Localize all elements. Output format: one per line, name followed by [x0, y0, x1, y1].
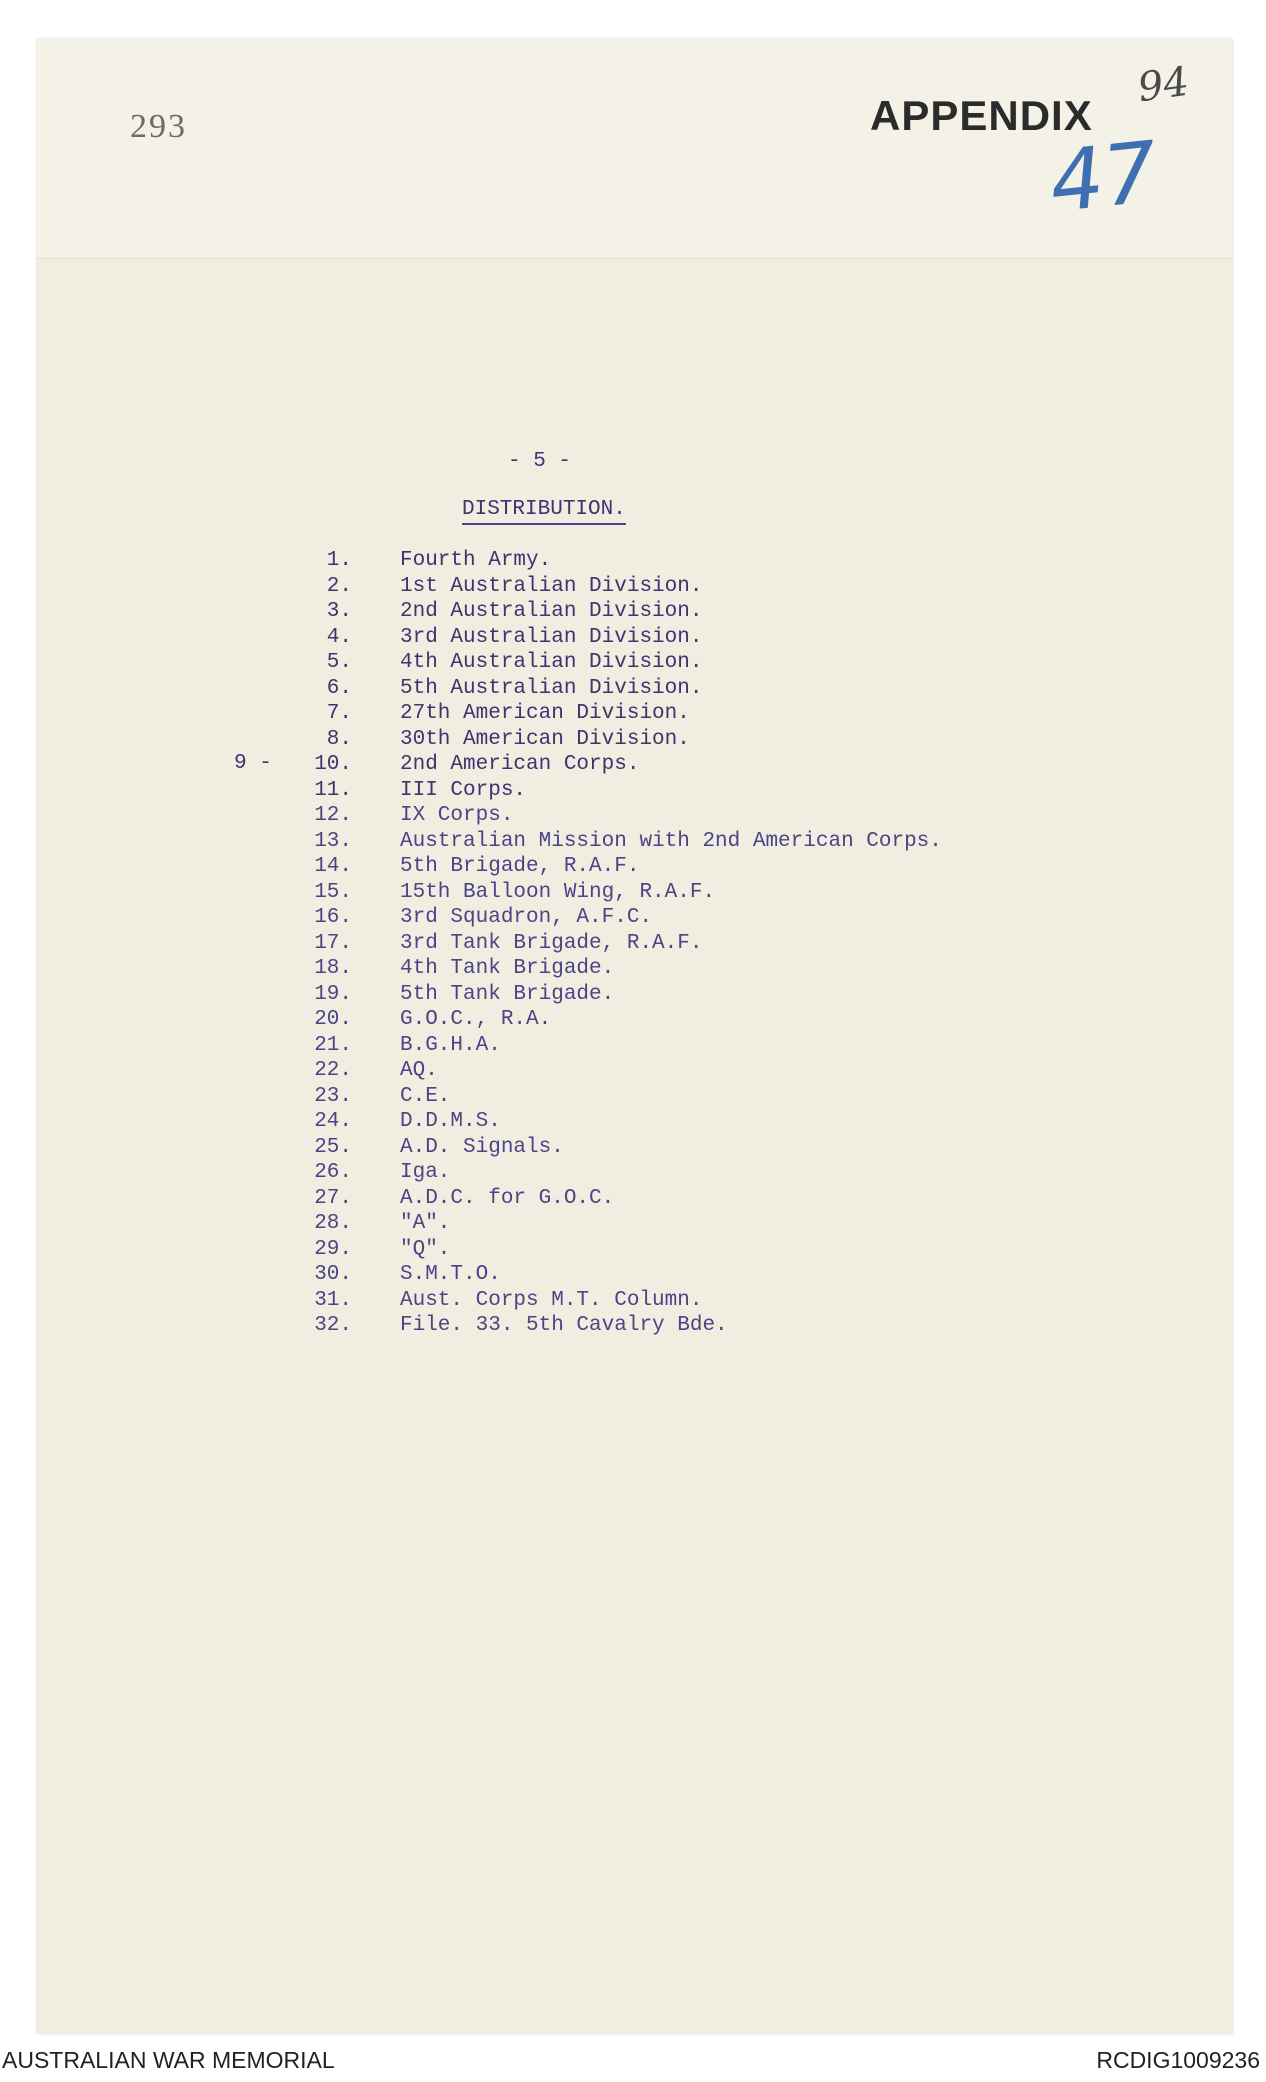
- item-recipient: AQ.: [400, 1059, 438, 1082]
- item-recipient: III Corps.: [400, 778, 527, 802]
- page-number: - 5 -: [508, 450, 572, 473]
- item-recipient: 27th American Division.: [400, 702, 690, 725]
- distribution-item: [0, 752, 1266, 778]
- item-number: 6.: [326, 676, 352, 700]
- distribution-item: [0, 1109, 1266, 1135]
- item-recipient: "A".: [400, 1212, 451, 1235]
- item-number: 1.: [326, 549, 352, 572]
- distribution-item: [0, 1135, 1266, 1161]
- item-recipient: 3rd Squadron, A.F.C.: [400, 906, 653, 929]
- item-number: 31.: [314, 1288, 352, 1312]
- distribution-item: [0, 803, 1266, 829]
- item-recipient: Aust. Corps M.T. Column.: [400, 1288, 703, 1312]
- item-number: 27.: [314, 1186, 352, 1210]
- distribution-item: [0, 650, 1266, 676]
- distribution-item: [0, 829, 1266, 855]
- item-recipient: 15th Balloon Wing, R.A.F.: [400, 880, 716, 904]
- item-number: 18.: [314, 957, 352, 980]
- distribution-title: DISTRIBUTION.: [462, 498, 626, 525]
- item-recipient: Fourth Army.: [400, 549, 552, 572]
- distribution-item: [0, 1211, 1266, 1237]
- item-number: 14.: [314, 855, 352, 878]
- item-number: 26.: [314, 1161, 352, 1184]
- distribution-item: [0, 701, 1266, 727]
- item-recipient: 1st Australian Division.: [400, 574, 703, 598]
- item-recipient: A.D.C. for G.O.C.: [400, 1186, 615, 1210]
- item-number: 25.: [314, 1135, 352, 1159]
- appendix-stamp: APPENDIX: [870, 92, 1093, 139]
- footer-reference-id: RCDIG1009236: [1096, 2047, 1260, 2073]
- handwritten-annotation: 94: [1135, 58, 1192, 112]
- item-recipient: C.E.: [400, 1084, 451, 1108]
- distribution-item: [0, 1033, 1266, 1059]
- item-recipient: S.M.T.O.: [400, 1263, 501, 1286]
- item-number: 5.: [326, 651, 352, 674]
- item-recipient: 5th Australian Division.: [400, 676, 703, 700]
- item-number: 15.: [314, 880, 352, 904]
- distribution-item: [0, 1084, 1266, 1110]
- distribution-item: [0, 599, 1266, 625]
- distribution-item: [0, 982, 1266, 1008]
- item-number: 30.: [314, 1263, 352, 1286]
- distribution-item: [0, 854, 1266, 880]
- distribution-item: [0, 1186, 1266, 1212]
- item-recipient: A.D. Signals.: [400, 1135, 564, 1159]
- item-number: 13.: [314, 829, 352, 853]
- item-number: 32.: [314, 1314, 352, 1337]
- item-number: 11.: [314, 778, 352, 802]
- item-number: 3.: [326, 600, 352, 623]
- item-recipient: D.D.M.S.: [400, 1110, 501, 1133]
- distribution-item: [0, 1160, 1266, 1186]
- item-recipient: IX Corps.: [400, 804, 514, 827]
- distribution-item: [0, 1262, 1266, 1288]
- item-number: 21.: [314, 1033, 352, 1057]
- folio-number: 293: [130, 108, 187, 145]
- margin-note: 9 -: [234, 752, 272, 775]
- item-recipient: 3rd Tank Brigade, R.A.F.: [400, 931, 703, 955]
- item-recipient: 3rd Australian Division.: [400, 625, 703, 649]
- item-recipient: File. 33. 5th Cavalry Bde.: [400, 1314, 728, 1337]
- item-recipient: 2nd American Corps.: [400, 753, 640, 776]
- item-recipient: "Q".: [400, 1237, 451, 1261]
- item-recipient: 2nd Australian Division.: [400, 600, 703, 623]
- distribution-item: [0, 1007, 1266, 1033]
- item-recipient: Australian Mission with 2nd American Corps.: [400, 829, 942, 853]
- item-number: 16.: [314, 906, 352, 929]
- distribution-item: [0, 548, 1266, 574]
- distribution-item: [0, 1058, 1266, 1084]
- item-number: 22.: [314, 1059, 352, 1082]
- item-number: 28.: [314, 1212, 352, 1235]
- distribution-item: [0, 778, 1266, 804]
- item-number: 29.: [314, 1237, 352, 1261]
- item-number: 17.: [314, 931, 352, 955]
- item-recipient: 30th American Division.: [400, 727, 690, 751]
- item-recipient: 4th Tank Brigade.: [400, 957, 615, 980]
- distribution-item: [0, 905, 1266, 931]
- item-recipient: Iga.: [400, 1161, 451, 1184]
- distribution-list: [0, 548, 1266, 1339]
- distribution-item: [0, 574, 1266, 600]
- distribution-item: [0, 1313, 1266, 1339]
- item-number: 2.: [326, 574, 352, 598]
- item-number: 20.: [314, 1008, 352, 1031]
- handwritten-appendix-number: 47: [1045, 122, 1162, 232]
- item-number: 12.: [314, 804, 352, 827]
- item-number: 24.: [314, 1110, 352, 1133]
- distribution-item: [0, 880, 1266, 906]
- distribution-item: [0, 727, 1266, 753]
- footer-source: AUSTRALIAN WAR MEMORIAL: [2, 2047, 335, 2073]
- distribution-item: [0, 625, 1266, 651]
- item-recipient: 5th Tank Brigade.: [400, 982, 615, 1006]
- distribution-item: [0, 956, 1266, 982]
- distribution-item: [0, 1237, 1266, 1263]
- distribution-item: [0, 931, 1266, 957]
- item-number: 4.: [326, 625, 352, 649]
- distribution-item: [0, 676, 1266, 702]
- item-recipient: 4th Australian Division.: [400, 651, 703, 674]
- item-recipient: G.O.C., R.A.: [400, 1008, 552, 1031]
- item-recipient: B.G.H.A.: [400, 1033, 501, 1057]
- item-number: 8.: [326, 727, 352, 751]
- item-number: 10.: [314, 753, 352, 776]
- item-recipient: 5th Brigade, R.A.F.: [400, 855, 640, 878]
- distribution-item: [0, 1288, 1266, 1314]
- item-number: 7.: [326, 702, 352, 725]
- item-number: 23.: [314, 1084, 352, 1108]
- item-number: 19.: [314, 982, 352, 1006]
